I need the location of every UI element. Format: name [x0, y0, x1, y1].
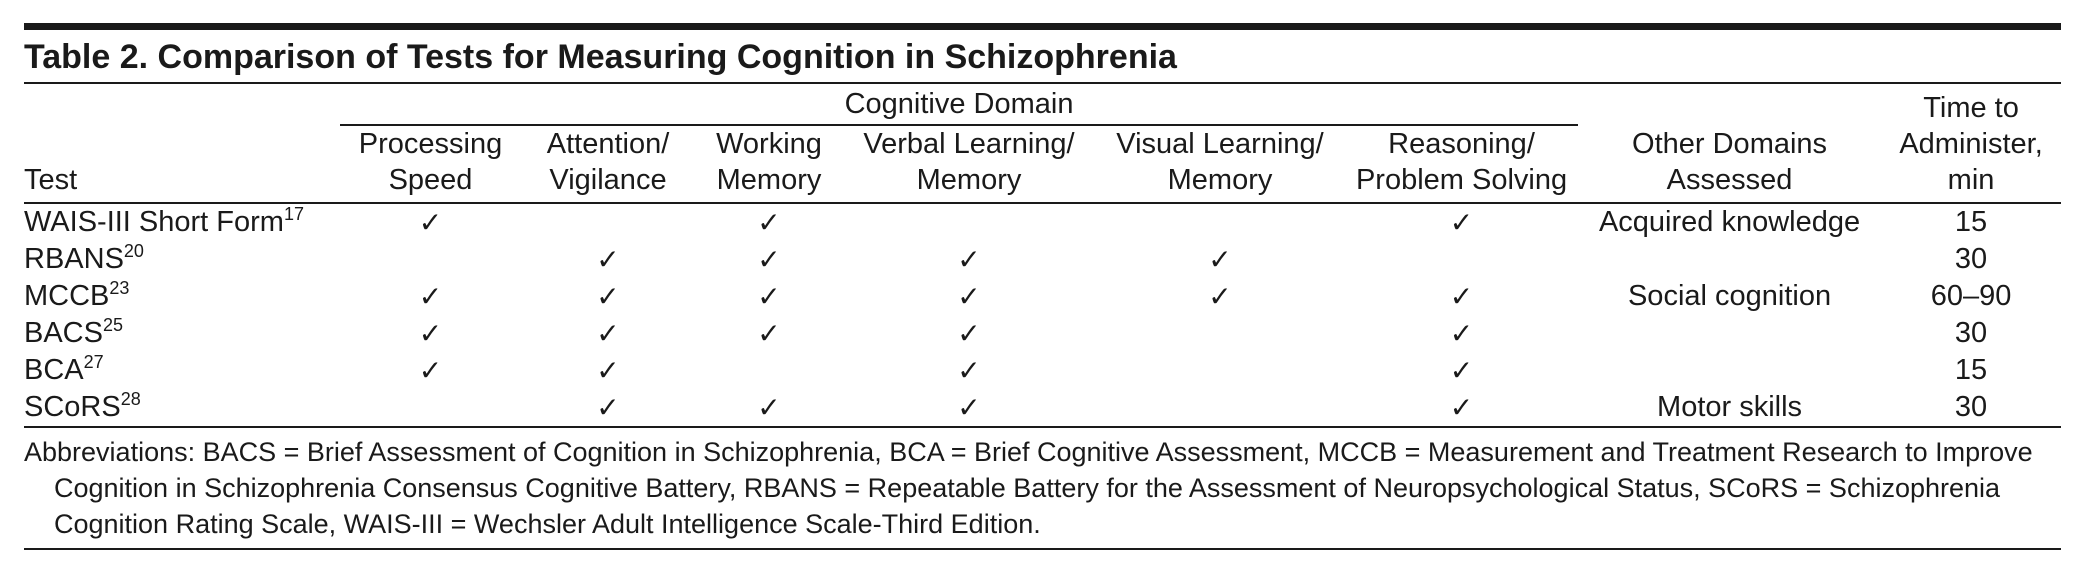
- time-cell: 30: [1954, 317, 1988, 349]
- reference-number: 27: [83, 352, 104, 372]
- comparison-table: [24, 84, 2061, 428]
- table-row: [24, 352, 2061, 389]
- table-row: [24, 315, 2061, 352]
- test-name: BCA$^{27}$: [24, 352, 104, 386]
- header-reasoning: Reasoning/ Problem Solving: [1345, 126, 1578, 203]
- reference-number: 20: [123, 241, 144, 261]
- spacer: [1578, 84, 1881, 125]
- check-working-memory: ✓: [757, 280, 781, 313]
- check-visual-learning: [1095, 389, 1345, 427]
- table-row: [24, 203, 2061, 241]
- check-visual-learning: ✓: [1208, 243, 1232, 276]
- check-verbal-learning: ✓: [957, 317, 981, 350]
- reference-number: 17: [283, 204, 304, 224]
- check-processing-speed: ✓: [418, 354, 443, 387]
- other-domains-cell: Acquired knowledge: [1598, 206, 1861, 238]
- check-reasoning: ✓: [1345, 389, 1578, 427]
- check-reasoning: ✓: [1449, 354, 1474, 387]
- other-domains-cell: Social cognition: [1627, 280, 1832, 312]
- header-test: Test: [24, 126, 340, 203]
- header-time: Time to Administer, min: [1881, 84, 2061, 203]
- abbreviations-footnote: Abbreviations: BACS = Brief Assessment of Cognition in Schizophrenia, BCA = Brief Cognitive Assessment, MCCB = Measurement and Treatment Research to Improve Cognition in Schizophrenia Consensus Cognitive Battery, RBANS = Repeatable Battery for the Assessment of Neuropsychological Status, SCoRS = Schizophrenia Cognition Rating Scale, WAIS-III = Wechsler Adult Intelligence Scale-Third Edition.: [24, 428, 2061, 550]
- reference-number: 23: [109, 278, 130, 298]
- check-working-memory: ✓: [757, 243, 781, 276]
- test-name: SCoRS$^{28}$: [24, 389, 340, 427]
- check-reasoning: ✓: [1449, 317, 1474, 350]
- check-attention: ✓: [596, 280, 620, 313]
- check-working-memory: ✓: [757, 206, 781, 239]
- other-domains-cell: Motor skills: [1578, 389, 1881, 427]
- check-reasoning: [1345, 241, 1578, 278]
- test-name: MCCB$^{23}$: [24, 278, 130, 312]
- time-cell: 30: [1881, 389, 2061, 427]
- test-name: WAIS-III Short Form$^{17}$: [24, 204, 304, 238]
- check-processing-speed: [340, 241, 521, 278]
- time-cell: 15: [1954, 206, 1988, 238]
- table-container: [24, 0, 2061, 550]
- header-visual-learning: Visual Learning/ Memory: [1095, 126, 1345, 203]
- reference-number: 25: [102, 315, 124, 335]
- check-attention: ✓: [596, 317, 620, 350]
- check-processing-speed: ✓: [418, 280, 443, 313]
- header-other-domains: Other Domains Assessed: [1578, 126, 1881, 203]
- time-cell: 60–90: [1930, 280, 2012, 312]
- check-reasoning: ✓: [1449, 280, 1474, 313]
- header-working-memory: Working Memory: [695, 126, 843, 203]
- check-visual-learning: ✓: [1208, 280, 1232, 313]
- header-verbal-learning: Verbal Learning/ Memory: [843, 126, 1095, 203]
- check-verbal-learning: ✓: [957, 243, 981, 276]
- check-visual-learning: [1095, 315, 1345, 352]
- time-cell: 15: [1954, 354, 1988, 386]
- cognitive-domain-header: Cognitive Domain: [844, 88, 1074, 120]
- time-cell: 30: [1954, 243, 1988, 275]
- top-rule: [24, 23, 2061, 30]
- check-processing-speed: ✓: [418, 317, 443, 350]
- check-working-memory: ✓: [695, 389, 843, 427]
- table-row: [24, 241, 2061, 278]
- header-processing-speed: Processing Speed: [340, 126, 521, 203]
- header-attention-vigilance: Attention/ Vigilance: [521, 126, 695, 203]
- check-attention: ✓: [521, 389, 695, 427]
- other-domains-cell: [1578, 315, 1881, 352]
- reference-number: 28: [120, 389, 141, 409]
- spacer: [24, 84, 340, 125]
- table-row: [24, 278, 2061, 315]
- check-verbal-learning: ✓: [957, 354, 981, 387]
- other-domains-cell: [1578, 352, 1881, 389]
- check-verbal-learning: ✓: [957, 280, 981, 313]
- check-attention: ✓: [596, 354, 620, 387]
- table-title: Table 2. Comparison of Tests for Measuring Cognition in Schizophrenia: [24, 38, 1177, 76]
- test-name: RBANS$^{20}$: [24, 241, 144, 275]
- check-attention: [521, 203, 695, 241]
- check-reasoning: ✓: [1449, 206, 1474, 239]
- check-visual-learning: [1095, 203, 1345, 241]
- check-verbal-learning: [843, 203, 1095, 241]
- check-processing-speed: ✓: [418, 206, 443, 239]
- check-processing-speed: [340, 389, 521, 427]
- check-attention: ✓: [596, 243, 620, 276]
- other-domains-cell: [1578, 241, 1881, 278]
- check-verbal-learning: ✓: [843, 389, 1095, 427]
- table-row: [24, 389, 2061, 427]
- test-name: BACS$^{25}$: [24, 315, 124, 349]
- check-working-memory: ✓: [757, 317, 781, 350]
- check-working-memory: [695, 352, 843, 389]
- check-visual-learning: [1095, 352, 1345, 389]
